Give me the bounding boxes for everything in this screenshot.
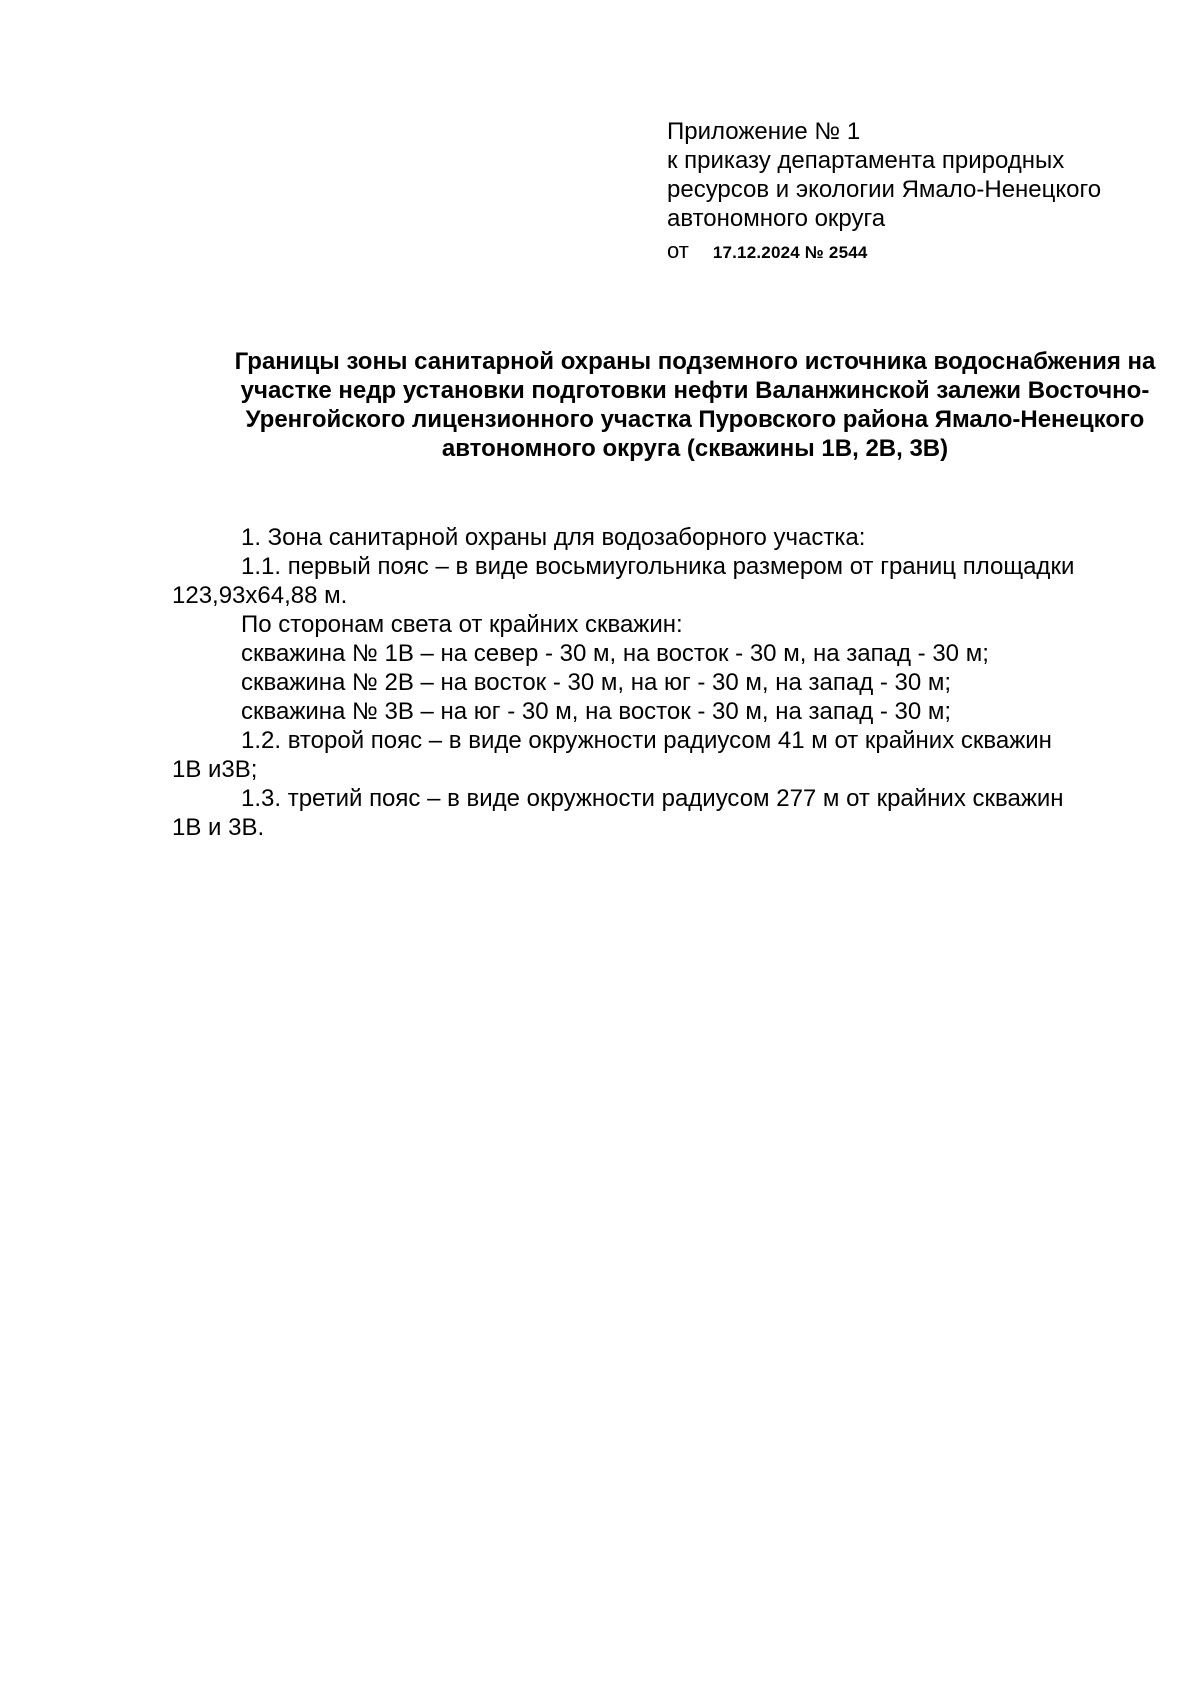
appendix-header	[667, 117, 1167, 267]
cardinal-directions-intro: По сторонам света от крайних скважин:	[241, 611, 683, 638]
title-line: автономного округа (скважины 1В, 2В, 3В)	[441, 435, 949, 462]
third-belt-line: 1.3. третий пояс – в виде окружности радиусом 277 м от крайних скважин	[241, 785, 1064, 812]
section-1-heading: 1. Зона санитарной охраны для водозаборного участка:	[241, 524, 866, 551]
appendix-date-row	[667, 236, 1167, 267]
title-line: Границы зоны санитарной охраны подземного источника водоснабжения на	[234, 348, 1156, 375]
second-belt-line: 1.2. второй пояс – в виде окружности радиусом 41 м от крайних скважин	[241, 727, 1052, 754]
date-prefix: от	[667, 238, 689, 263]
well-2b-distances: скважина № 2В – на восток - 30 м, на юг - 30 м, на запад - 30 м;	[241, 669, 952, 696]
order-date-number: 17.12.2024 № 2544	[712, 243, 868, 262]
third-belt-wells: 1В и 3В.	[172, 814, 265, 841]
first-belt-line: 1.1. первый пояс – в виде восьмиугольника размером от границ площадки	[241, 553, 1075, 580]
first-belt-dimensions: 123,93х64,88 м.	[172, 582, 348, 609]
well-3b-distances: скважина № 3В – на юг - 30 м, на восток - 30 м, на запад - 30 м;	[241, 698, 952, 725]
document-body	[172, 523, 1172, 842]
appendix-order-ref: к приказу департамента природных	[667, 147, 1065, 174]
document-title	[150, 347, 1200, 463]
appendix-number: Приложение № 1	[667, 118, 861, 145]
well-1b-distances: скважина № 1В – на север - 30 м, на восток - 30 м, на запад - 30 м;	[241, 640, 989, 667]
title-line: Уренгойского лицензионного участка Пуровского района Ямало-Ненецкого	[245, 406, 1145, 433]
title-line: участке недр установки подготовки нефти Валанжинской залежи Восточно-	[240, 377, 1150, 404]
appendix-region: автономного округа	[667, 205, 886, 232]
second-belt-wells: 1В и3В;	[172, 756, 258, 783]
appendix-department: ресурсов и экологии Ямало-Ненецкого	[667, 176, 1102, 203]
